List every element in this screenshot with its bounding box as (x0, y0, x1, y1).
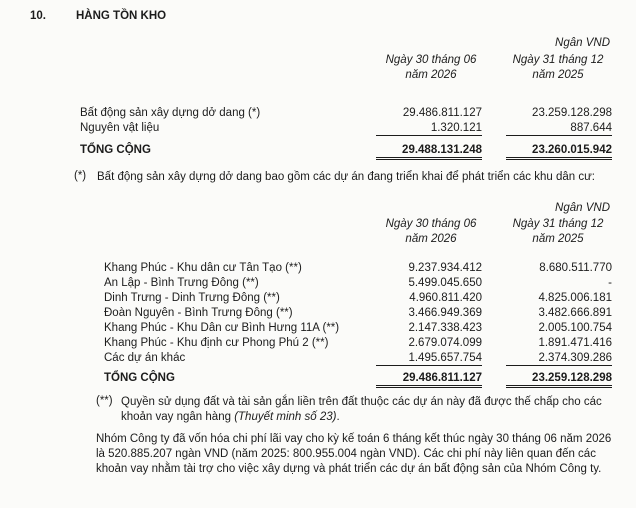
row-label: Khang Phúc - Khu Dân cư Bình Hưng 11A (**) (104, 322, 340, 334)
note1-text: Bất động sản xây dựng dở dang bao gồm các dự án đang triển khai để phát triển các khu dân cư: (97, 171, 595, 183)
row-value-col2: - (608, 277, 612, 289)
table1-col2-header: Ngày 31 tháng 12 năm 2025 (512, 54, 604, 81)
row-label: Bất động sản xây dựng dở dang (*) (80, 107, 261, 119)
table2-col1-header: Ngày 30 tháng 06 năm 2026 (385, 218, 477, 245)
row-value-col1: 2.147.338.423 (408, 322, 482, 334)
row-value-col1: 3.466.949.369 (408, 307, 482, 319)
row-value-col1: 1.320.121 (376, 122, 482, 136)
row-value-col1: 4.960.811.420 (409, 292, 482, 304)
unit-label: Ngân VND (555, 37, 610, 49)
table2-col2-header: Ngày 31 tháng 12 năm 2025 (512, 218, 604, 245)
row-label: Nguyên vật liệu (80, 122, 160, 134)
total-label: TỔNG CỘNG (80, 144, 151, 156)
note2-reference: (Thuyết minh số 23) (234, 411, 337, 423)
note2-marker: (**) (96, 395, 113, 407)
row-value-col1: 1.495.657.754 (376, 352, 482, 366)
row-label: An Lập - Bình Trưng Đông (**) (104, 277, 259, 289)
row-label: Khang Phúc - Khu dân cư Tân Tạo (**) (104, 262, 302, 274)
row-value-col2: 23.259.128.298 (532, 107, 612, 119)
row-value-col2: 4.825.006.181 (538, 292, 612, 304)
row-label: Đoàn Nguyên - Bình Trưng Đông (**) (104, 307, 293, 319)
table1-col1-header: Ngày 30 tháng 06 năm 2026 (385, 54, 477, 81)
total-value-col2: 23.259.128.298 (506, 372, 612, 388)
unit-label: Ngân VND (555, 202, 610, 214)
row-label: Khang Phúc - Khu định cư Phong Phú 2 (**) (104, 337, 329, 349)
row-value-col1: 9.237.934.412 (408, 262, 482, 274)
row-value-col2: 887.644 (506, 122, 612, 136)
total-value-col1: 29.488.131.248 (376, 144, 482, 160)
row-label: Các dự án khác (104, 352, 186, 364)
total-label: TỔNG CỘNG (104, 372, 175, 384)
capitalized-interest-paragraph: Nhóm Công ty đã vốn hóa chi phí lãi vay cho kỳ kế toán 6 tháng kết thúc ngày 30 tháng 06 năm 2026 là 520.885.207 ngàn VND (năm 2025: 800.955.004 ngàn VND). Các chi phí này liên quan đến các khoản vay nhằm tài trợ cho việc xây dựng và phát triển các dự án bất động sản của Nhóm Công ty. (96, 433, 612, 475)
section-number: 10. (30, 10, 46, 22)
total-value-col2: 23.260.015.942 (506, 144, 612, 160)
row-value-col1: 29.486.811.127 (402, 107, 482, 119)
row-value-col2: 2.005.100.754 (538, 322, 612, 334)
row-value-col2: 1.891.471.416 (538, 337, 612, 349)
row-value-col2: 8.680.511.770 (539, 262, 612, 274)
row-label: Dinh Trưng - Dinh Trưng Đông (**) (104, 292, 280, 304)
note2-text: Quyền sử dụng đất và tài sản gắn liền trên đất thuộc các dự án này đã được thế chấp cho các khoản vay ngân hàng (Thuyết minh số 23). (121, 396, 602, 423)
row-value-col2: 3.482.666.891 (538, 307, 612, 319)
row-value-col2: 2.374.309.286 (506, 352, 612, 366)
row-value-col1: 2.679.074.099 (408, 337, 482, 349)
section-title: HÀNG TỒN KHO (76, 10, 167, 22)
row-value-col1: 5.499.045.650 (408, 277, 482, 289)
total-value-col1: 29.486.811.127 (376, 372, 482, 388)
note1-marker: (*) (74, 170, 87, 182)
